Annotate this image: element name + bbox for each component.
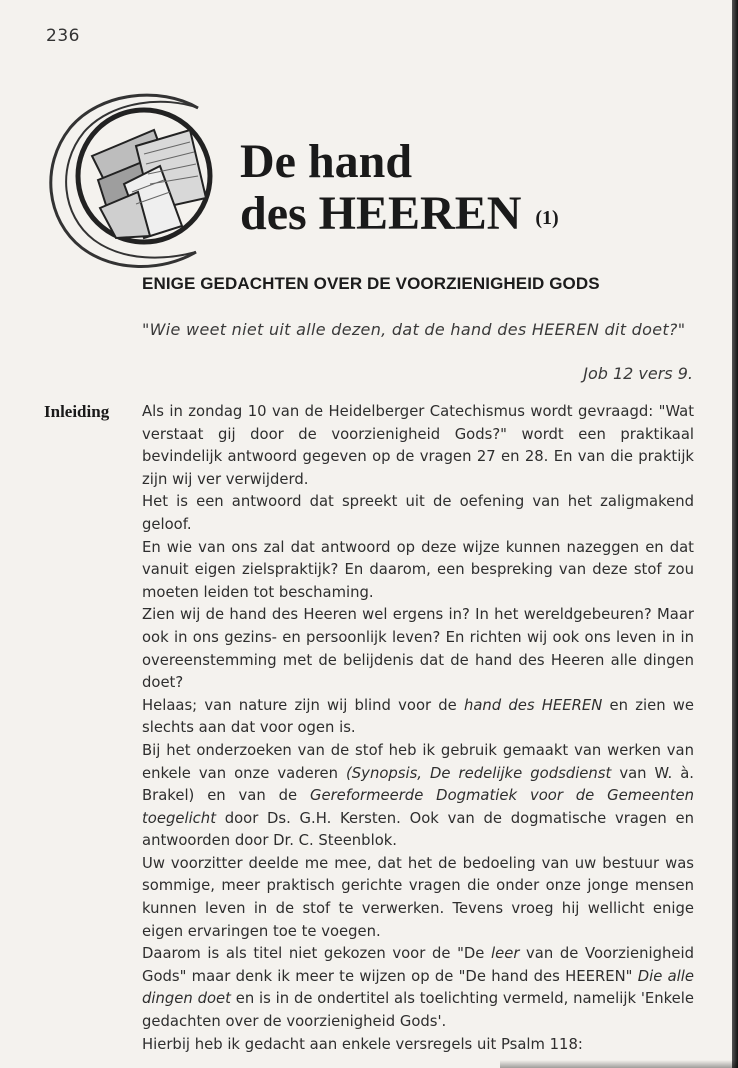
paragraph-text: Helaas; van nature zijn wij blind voor de (142, 696, 464, 714)
paragraph-emphasis: Gereformeerde Dogmatiek voor de Gemeenten toegelicht (142, 787, 694, 827)
body-text (142, 401, 694, 1056)
paragraph-emphasis: leer (491, 945, 520, 963)
article-subtitle: ENIGE GEDACHTEN OVER DE VOORZIENIGHEID GODS (142, 274, 600, 293)
paragraph: Het is een antwoord dat spreekt uit de oefening van het zaligmakend geloof. (142, 493, 694, 533)
paragraph: Zien wij de hand des Heeren wel ergens in? In het wereldgebeuren? Maar ook in ons gezins- en persoonlijk leven? En richten wij ook ons leven in in overeenstemming met de belijdenis dat de hand des Heeren alle dingen doet? (142, 606, 694, 692)
paragraph: En wie van ons zal dat antwoord op deze wijze kunnen nazeggen en dat vanuit eigen zielspraktijk? En daarom, een bespreking van deze stof zou moeten leiden tot beschaming. (142, 538, 694, 601)
title-line-2 (240, 188, 559, 244)
paragraph-text: en zien we slechts aan dat voor ogen is. (142, 696, 694, 737)
epigraph-quote: "Wie weet niet uit alle dezen, dat de hand des HEEREN dit doet?" (142, 320, 686, 339)
hand-papers-logo-icon (40, 88, 230, 270)
paragraph: Uw voorzitter deelde me mee, dat het de bedoeling van uw bestuur was sommige, meer praktisch gerichte vragen die onder onze jonge mensen kunnen leven in de stof te verwerken. Tevens vroeg hij wellicht enige eigen ervaringen toe te voegen. (142, 854, 694, 940)
paragraph-emphasis: hand des HEEREN (463, 696, 603, 714)
article-title (240, 136, 559, 244)
paragraph: Als in zondag 10 van de Heidelberger Catechismus wordt gevraagd: "Wat verstaat gij door de voorzienigheid Gods?" wordt een praktikaal bevindelijk antwoord gegeven op de vragen 27 en 28. En van die praktijk zijn wij ver verwijderd. (142, 403, 694, 488)
paragraph-emphasis: (Synopsis, De redelijke godsdienst (346, 764, 612, 782)
epigraph-reference: Job 12 vers 9. (583, 364, 693, 383)
title-line-1: De hand (240, 135, 413, 188)
paragraph-text: van W. à. Brakel) en van de (142, 764, 694, 805)
paragraph-emphasis: Die alle dingen doet (142, 967, 694, 1008)
title-part-number: (1) (535, 206, 559, 229)
paragraph-text: van de Voorzienigheid Gods" maar denk ik meer te wijzen op de "De hand des HEEREN" (142, 945, 694, 985)
paragraph-text: Bij het onderzoeken van de stof heb ik gebruik gemaakt van werken van enkele van onze vaderen (142, 741, 694, 782)
paragraph-text: Daarom is als titel niet gekozen voor de "De (142, 945, 491, 963)
paragraph: Hierbij heb ik gedacht aan enkele versregels uit Psalm 118: (142, 1035, 583, 1053)
paragraph-text: door Ds. G.H. Kersten. Ook van de dogmatische vragen en antwoorden door Dr. C. Steenblok. (142, 809, 694, 850)
page-number: 236 (46, 26, 80, 46)
paragraph-text: en is in de ondertitel als toelichting vermeld, namelijk 'Enkele gedachten over de voorzienigheid Gods'. (142, 990, 694, 1031)
page-edge-shadow (732, 0, 738, 1068)
title-line-2-text: des HEEREN (240, 187, 522, 240)
paragraph (142, 740, 694, 853)
page-bottom-shadow (500, 1060, 738, 1068)
paragraph (142, 943, 694, 1033)
section-label: Inleiding (44, 402, 110, 421)
paragraph (142, 695, 694, 740)
